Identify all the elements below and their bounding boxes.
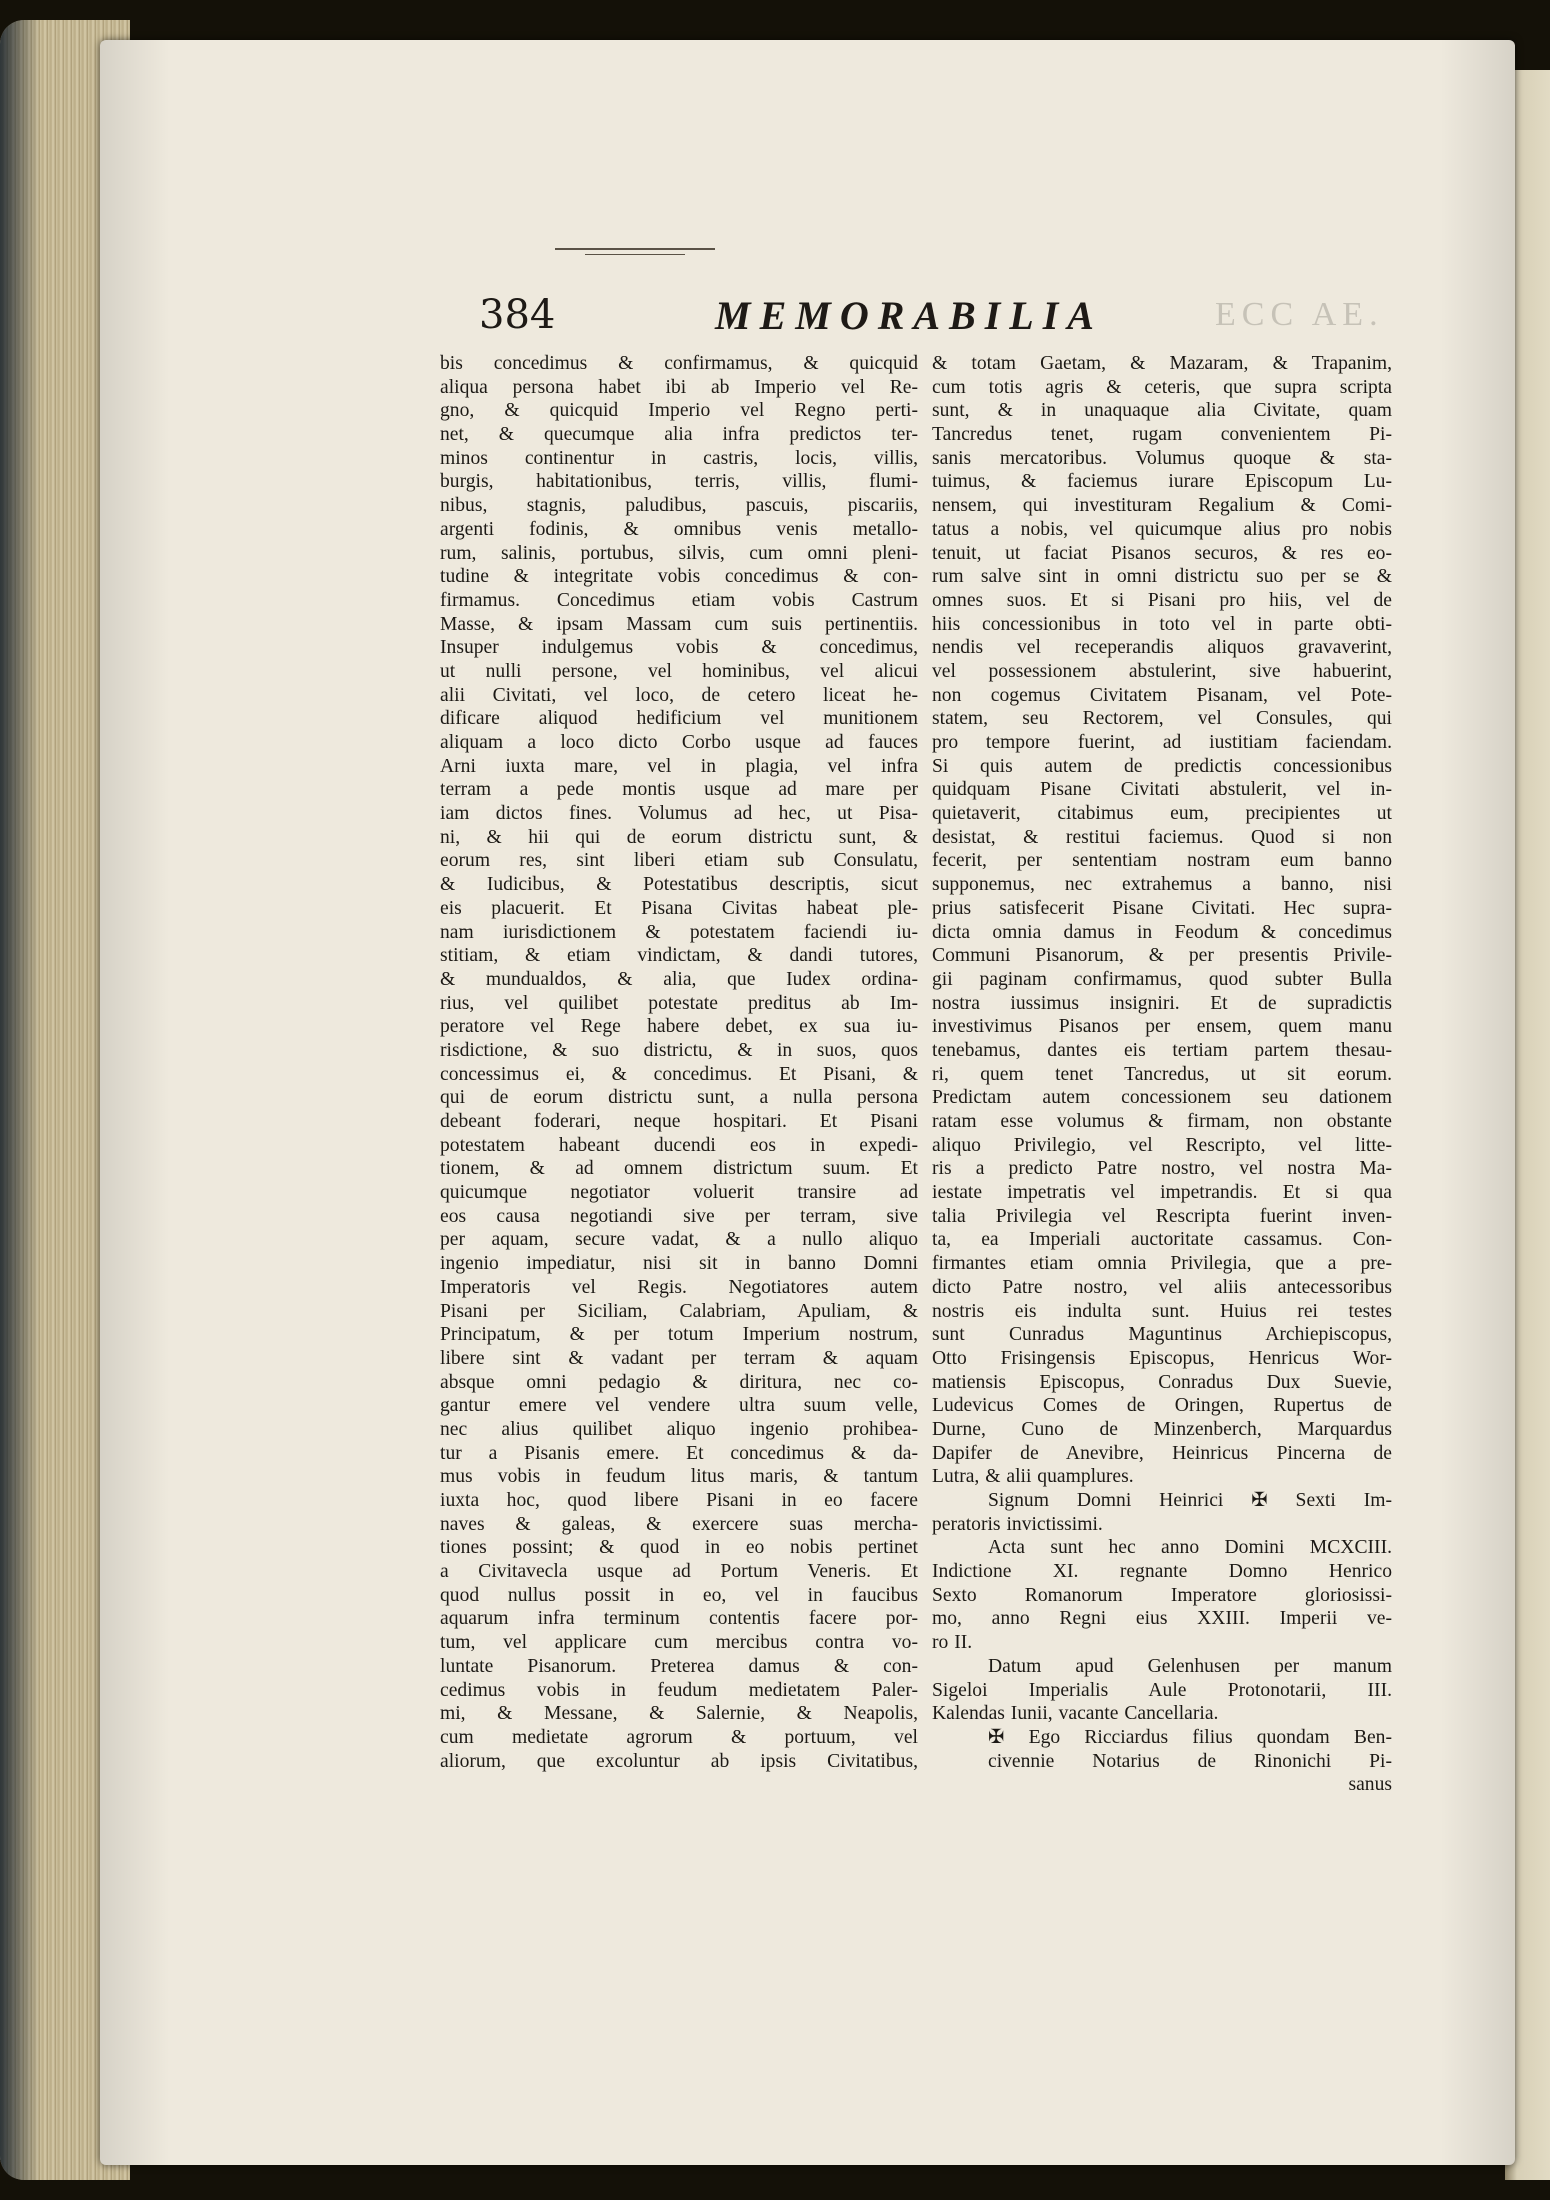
text-line: libere sint & vadant per terram & aquam bbox=[440, 1347, 918, 1369]
text-line: ni, & hii qui de eorum districtu sunt, & bbox=[440, 826, 918, 848]
text-line: cedimus vobis in feudum medietatem Paler- bbox=[440, 1679, 918, 1701]
text-line: talia Privilegia vel Rescripta fuerint inven- bbox=[932, 1205, 1392, 1227]
text-line: Si quis autem de predictis concessionibus bbox=[932, 755, 1392, 777]
text-line: Indictione XI. regnante Domno Henrico bbox=[932, 1561, 1392, 1583]
text-line: dicto Patre nostro, vel aliis antecessoribus bbox=[932, 1276, 1392, 1298]
text-line: sunt Cunradus Maguntinus Archiepiscopus, bbox=[932, 1324, 1392, 1346]
text-line: non cogemus Civitatem Pisanam, vel Pote- bbox=[932, 684, 1392, 706]
text-line: sunt, & in unaquaque alia Civitate, quam bbox=[932, 400, 1392, 422]
text-line: firmantes etiam omnia Privilegia, que a pre- bbox=[932, 1253, 1392, 1275]
text-line: statem, seu Rectorem, vel Consules, qui bbox=[932, 708, 1392, 730]
text-line: supponemus, nec extrahemus a banno, nisi bbox=[932, 874, 1392, 896]
text-line: quod nullus possit in eo, vel in faucibus bbox=[440, 1584, 918, 1606]
text-line: debeant foderari, neque hospitari. Et Pisani bbox=[440, 1111, 918, 1132]
text-line: dificare aliquod hedificium vel munitionem bbox=[440, 708, 918, 730]
text-line: ta, ea Imperiali auctoritate cassamus. Con- bbox=[932, 1229, 1392, 1251]
text-line: ut nulli persone, vel hominibus, vel alicui bbox=[440, 660, 918, 682]
text-line: fecerit, per sententiam nostram eum banno bbox=[932, 850, 1392, 872]
text-line: qui de eorum districtu sunt, a nulla persona bbox=[440, 1087, 918, 1109]
text-line: Acta sunt hec anno Domini MCXCIII. bbox=[988, 1537, 1392, 1559]
text-line: sanis mercatoribus. Volumus quoque & sta- bbox=[932, 447, 1392, 469]
text-line: iam dictos fines. Volumus ad hec, ut Pisa- bbox=[440, 803, 918, 825]
text-line: quidquam Pisane Civitati abstulerit, vel in- bbox=[932, 779, 1392, 801]
text-line: Datum apud Gelenhusen per manum bbox=[988, 1655, 1392, 1677]
text-line: tenebamus, dantes eis tertiam partem thesau- bbox=[932, 1039, 1392, 1061]
text-line: civennie Notarius de Rinonichi Pi- bbox=[988, 1750, 1392, 1772]
text-line: terram a pede montis usque ad mare per bbox=[440, 779, 918, 801]
text-line: Signum Domni Heinrici ✠ Sexti Im- bbox=[988, 1490, 1392, 1511]
book-edge-shadow bbox=[0, 20, 40, 2180]
text-line: Arni iuxta mare, vel in plagia, vel infra bbox=[440, 755, 918, 777]
text-line: tiones possint; & quod in eo nobis pertinet bbox=[440, 1537, 918, 1559]
text-line: cum medietate agrorum & portuum, vel bbox=[440, 1726, 918, 1748]
text-line: ri, quem tenet Tancredus, ut sit eorum. bbox=[932, 1063, 1392, 1085]
text-line: tur a Pisanis emere. Et concedimus & da- bbox=[440, 1442, 918, 1464]
text-line: & Iudicibus, & Potestatibus descriptis, sicut bbox=[440, 874, 918, 896]
text-line: cum totis agris & ceteris, que supra scripta bbox=[932, 376, 1392, 398]
text-line: Otto Frisingensis Episcopus, Henricus Wor- bbox=[932, 1347, 1392, 1369]
text-line: burgis, habitationibus, terris, villis, flumi- bbox=[440, 471, 918, 493]
text-line: Tancredus tenet, rugam convenientem Pi- bbox=[932, 424, 1392, 446]
text-line: mo, anno Regni eius XXIII. Imperii ve- bbox=[932, 1608, 1392, 1630]
text-line: quicumque negotiator voluerit transire ad bbox=[440, 1182, 918, 1204]
text-line: gantur emere vel vendere ultra suum velle, bbox=[440, 1395, 918, 1417]
text-line: Pisani per Siciliam, Calabriam, Apuliam, & bbox=[440, 1300, 918, 1322]
text-line: tuimus, & faciemus iurare Episcopum Lu- bbox=[932, 471, 1392, 493]
text-line: Communi Pisanorum, & per presentis Privile- bbox=[932, 945, 1392, 967]
text-line: mus vobis in feudum litus maris, & tantum bbox=[440, 1466, 918, 1488]
right-text-column bbox=[932, 352, 1392, 1797]
text-line: quietaverit, citabimus eum, precipientes ut bbox=[932, 803, 1392, 825]
bleed-through-text: ECC AE. bbox=[1215, 296, 1384, 333]
text-line: rum salve sint in omni districtu suo per se & bbox=[932, 566, 1392, 588]
text-line: dicta omnia damus in Feodum & concedimus bbox=[932, 921, 1392, 943]
text-line: matiensis Episcopus, Conradus Dux Suevie, bbox=[932, 1371, 1392, 1393]
text-line: mi, & Messane, & Salernie, & Neapolis, bbox=[440, 1703, 918, 1725]
text-line: tenuit, ut faciat Pisanos securos, & res eo- bbox=[932, 542, 1392, 564]
text-line: absque omni pedagio & diritura, nec co- bbox=[440, 1371, 918, 1393]
text-line: Principatum, & per totum Imperium nostrum, bbox=[440, 1324, 918, 1346]
left-text-column bbox=[440, 352, 918, 1773]
text-line: nensem, qui investituram Regalium & Comi- bbox=[932, 495, 1392, 517]
text-line: ratam esse volumus & firmam, non obstante bbox=[932, 1111, 1392, 1132]
text-line: rum, salinis, portubus, silvis, cum omni pleni- bbox=[440, 542, 918, 564]
text-line: stitiam, & etiam vindictam, & dandi tutores, bbox=[440, 945, 918, 967]
text-line: tum, vel applicare cum mercibus contra vo- bbox=[440, 1632, 918, 1654]
text-line: omnes suos. Et si Pisani pro hiis, vel de bbox=[932, 589, 1392, 611]
text-line: a Civitavecla usque ad Portum Veneris. Et bbox=[440, 1561, 918, 1583]
text-line: per aquam, secure vadat, & a nullo aliquo bbox=[440, 1229, 918, 1251]
text-line: nibus, stagnis, paludibus, pascuis, piscariis, bbox=[440, 495, 918, 517]
text-line: tionem, & ad omnem districtum suum. Et bbox=[440, 1158, 918, 1180]
text-line: prius satisfecerit Pisane Civitati. Hec supra- bbox=[932, 897, 1392, 919]
text-line: ro II. bbox=[932, 1632, 973, 1654]
text-line: firmamus. Concedimus etiam vobis Castrum bbox=[440, 589, 918, 611]
text-line: Sexto Romanorum Imperatore gloriosissi- bbox=[932, 1584, 1392, 1606]
text-line: Ludevicus Comes de Oringen, Rupertus de bbox=[932, 1395, 1392, 1417]
text-line: potestatem habeant ducendi eos in expedi- bbox=[440, 1134, 918, 1156]
header-ornament bbox=[555, 248, 715, 250]
text-line: hiis concessionibus in toto vel in parte obti- bbox=[932, 613, 1392, 635]
text-line: gno, & quicquid Imperio vel Regno perti- bbox=[440, 400, 918, 422]
text-line: aliqua persona habet ibi ab Imperio vel Re- bbox=[440, 376, 918, 398]
running-head: MEMORABILIA bbox=[715, 293, 1103, 338]
text-line: Sigeloi Imperialis Aule Protonotarii, III. bbox=[932, 1679, 1392, 1701]
text-line: vel possessionem abstulerint, sive habuerint, bbox=[932, 660, 1392, 682]
text-line: ris a predicto Patre nostro, vel nostra Ma- bbox=[932, 1158, 1392, 1180]
text-line: argenti fodinis, & omnibus venis metallo- bbox=[440, 518, 918, 540]
text-line: minos continentur in castris, locis, villis, bbox=[440, 447, 918, 469]
text-line: peratore vel Rege habere debet, ex sua iu- bbox=[440, 1016, 918, 1038]
text-line: eorum res, sint liberi etiam sub Consulatu, bbox=[440, 850, 918, 872]
text-line: eis placuerit. Et Pisana Civitas habeat ple- bbox=[440, 897, 918, 919]
text-line: alii Civitati, vel loco, de cetero liceat he- bbox=[440, 684, 918, 706]
text-line: luntate Pisanorum. Preterea damus & con- bbox=[440, 1655, 918, 1677]
text-line: nostris eis indulta sunt. Huius rei testes bbox=[932, 1300, 1392, 1322]
text-line: & mundualdos, & alia, que Iudex ordina- bbox=[440, 968, 918, 990]
text-line: concessimus ei, & concedimus. Et Pisani, & bbox=[440, 1063, 918, 1085]
text-line: aliquo Privilegio, vel Rescripto, vel litte- bbox=[932, 1134, 1392, 1156]
text-line: tatus a nobis, vel quicumque alius pro nobis bbox=[932, 518, 1392, 540]
page-number: 384 bbox=[479, 292, 556, 338]
text-line: nam iurisdictionem & potestatem faciendi iu- bbox=[440, 921, 918, 943]
text-line: nec alius quilibet aliquo ingenio prohibea- bbox=[440, 1418, 918, 1440]
text-line: desistat, & restitui faciemus. Quod si non bbox=[932, 826, 1392, 848]
text-line: risdictione, & suo districtu, & in suos, quos bbox=[440, 1039, 918, 1061]
text-line: pro tempore fuerint, ad iustitiam faciendam. bbox=[932, 732, 1392, 753]
text-line: sanus bbox=[1348, 1774, 1392, 1796]
text-line: peratoris invictissimi. bbox=[932, 1513, 1103, 1535]
text-line: rius, vel quilibet potestate preditus ab Im- bbox=[440, 992, 918, 1014]
text-line: nostra iussimus insigniri. Et de supradictis bbox=[932, 992, 1392, 1014]
text-line: investivimus Pisanos per ensem, quem manu bbox=[932, 1016, 1392, 1038]
text-line: Lutra, & alii quamplures. bbox=[932, 1466, 1134, 1488]
text-line: Predictam autem concessionem seu dationem bbox=[932, 1087, 1392, 1109]
text-line: bis concedimus & confirmamus, & quicquid bbox=[440, 353, 918, 374]
text-line: Durne, Cuno de Minzenberch, Marquardus bbox=[932, 1418, 1392, 1440]
text-line: gii paginam confirmamus, quod subter Bulla bbox=[932, 968, 1392, 990]
text-line: iuxta hoc, quod libere Pisani in eo facere bbox=[440, 1490, 918, 1511]
text-line: Imperatoris vel Regis. Negotiatores autem bbox=[440, 1276, 918, 1298]
text-line: ✠ Ego Ricciardus filius quondam Ben- bbox=[988, 1726, 1392, 1748]
text-line: Dapifer de Anevibre, Heinricus Pincerna de bbox=[932, 1442, 1392, 1464]
header-ornament-underline bbox=[585, 254, 685, 255]
text-line: Insuper indulgemus vobis & concedimus, bbox=[440, 637, 918, 659]
text-line: aliorum, que excoluntur ab ipsis Civitatibus, bbox=[440, 1750, 918, 1772]
text-line: aquarum infra terminum contentis facere por- bbox=[440, 1608, 918, 1630]
text-line: Kalendas Iunii, vacante Cancellaria. bbox=[932, 1703, 1219, 1725]
text-line: naves & galeas, & exercere suas mercha- bbox=[440, 1513, 918, 1535]
text-line: tudine & integritate vobis concedimus & con- bbox=[440, 566, 918, 588]
text-line: ingenio impediatur, nisi sit in banno Domni bbox=[440, 1253, 918, 1275]
text-line: Masse, & ipsam Massam cum suis pertinentiis. bbox=[440, 613, 918, 635]
text-line: nendis vel receperandis aliquos gravaverint, bbox=[932, 637, 1392, 659]
text-line: eos causa negotiandi sive per terram, sive bbox=[440, 1205, 918, 1227]
text-line: net, & quecumque alia infra predictos ter- bbox=[440, 424, 918, 446]
text-line: & totam Gaetam, & Mazaram, & Trapanim, bbox=[932, 353, 1392, 374]
text-line: iestate impetratis vel impetrandis. Et si qua bbox=[932, 1182, 1392, 1204]
text-line: aliquam a loco dicto Corbo usque ad fauces bbox=[440, 732, 918, 753]
